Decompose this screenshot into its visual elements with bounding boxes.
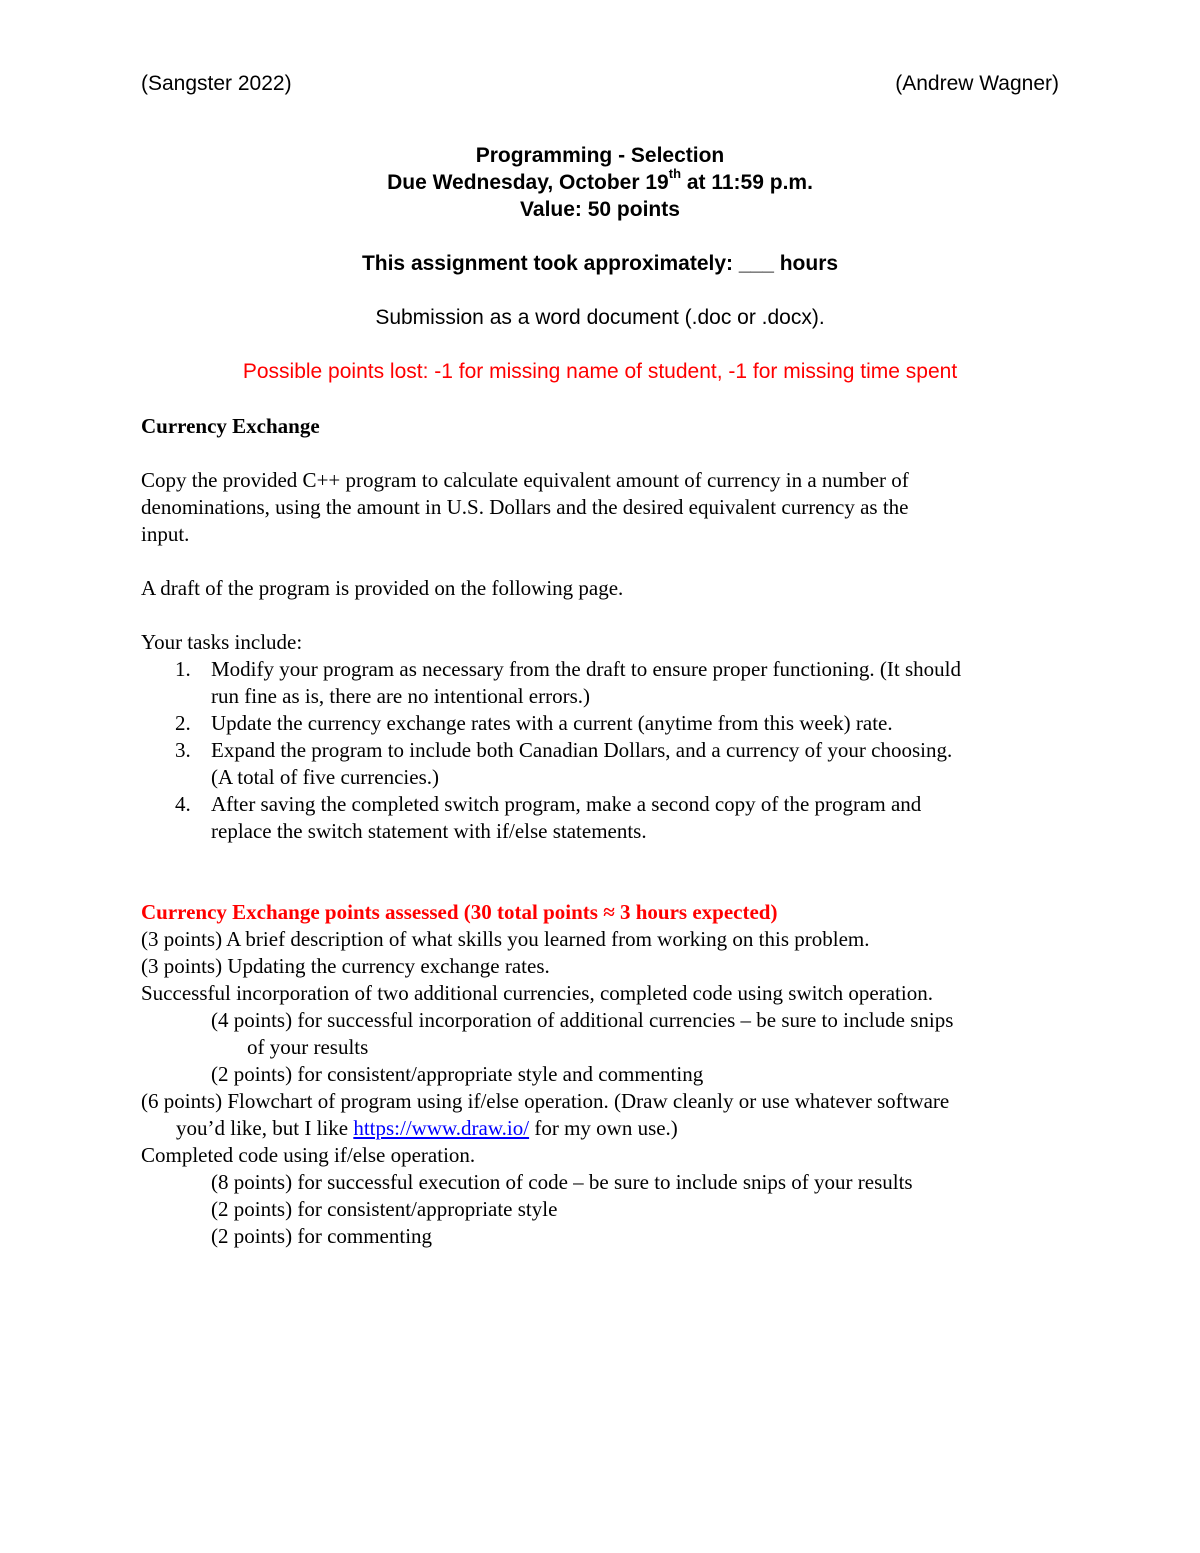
task-text: (A total of five currencies.) [211, 765, 439, 789]
title-block [0, 142, 1200, 223]
task-text: Modify your program as necessary from the draft to ensure proper functioning. (It should [211, 657, 961, 681]
page-header [141, 72, 1059, 100]
penalty-notice: Possible points lost: -1 for missing name of student, -1 for missing time spent [242, 360, 958, 383]
task-number: 2. [175, 711, 191, 735]
task-text: run fine as is, there are no intentional errors.) [211, 684, 591, 708]
task-number: 1. [175, 657, 191, 681]
assessment-item: (3 points) A brief description of what skills you learned from working on this problem. [141, 927, 870, 951]
tasks-intro: Your tasks include: [141, 630, 303, 654]
list-item [141, 710, 1059, 737]
assessment-subitem: (2 points) for commenting [211, 1224, 433, 1248]
due-date-suffix: at 11:59 p.m. [681, 171, 813, 194]
assessment-subitem-continued: of your results [247, 1035, 369, 1059]
assessment-heading: Currency Exchange points assessed (30 total points ≈ 3 hours expected) [141, 900, 778, 924]
author-name: (Andrew Wagner) [895, 72, 1059, 95]
task-text: After saving the completed switch program, make a second copy of the program and [211, 792, 922, 816]
task-text: Expand the program to include both Canadian Dollars, and a currency of your choosing. [211, 738, 953, 762]
task-text: Update the currency exchange rates with a current (anytime from this week) rate. [211, 711, 893, 735]
due-date-ordinal: th [668, 166, 682, 181]
intro-paragraph [141, 467, 1059, 548]
assessment-item: Completed code using if/else operation. [141, 1143, 476, 1167]
due-date [0, 166, 1200, 196]
task-number: 3. [175, 738, 191, 762]
assessment-subitem: (2 points) for consistent/appropriate style and commenting [211, 1062, 704, 1086]
assessment-subitem: (4 points) for successful incorporation of additional currencies – be sure to include snips [211, 1008, 954, 1032]
assessment-item: (6 points) Flowchart of program using if/else operation. (Draw cleanly or use whatever software [141, 1089, 950, 1113]
time-spent-line: This assignment took approximately: ___ hours [361, 252, 839, 275]
section-heading: Currency Exchange [141, 414, 320, 438]
task-number: 4. [175, 792, 191, 816]
assessment-item: (3 points) Updating the currency exchange rates. [141, 954, 550, 978]
assessment-item: Successful incorporation of two additional currencies, completed code using switch operation. [141, 981, 933, 1005]
assessment-subitem: (2 points) for consistent/appropriate style [211, 1197, 558, 1221]
list-item [141, 737, 1059, 791]
flowchart-text-end: for my own use.) [529, 1116, 678, 1140]
draw-io-link[interactable]: https://www.draw.io/ [353, 1116, 530, 1140]
task-list [141, 656, 1059, 845]
submission-format: Submission as a word document (.doc or .docx). [375, 306, 825, 329]
assignment-title: Programming - Selection [475, 144, 725, 167]
intro-line: input. [141, 522, 190, 546]
intro-line: Copy the provided C++ program to calculate equivalent amount of currency in a number of [141, 468, 909, 492]
assessment-subitem: (8 points) for successful execution of code – be sure to include snips of your results [211, 1170, 913, 1194]
assessment-item-continued [141, 1115, 1071, 1142]
due-date-prefix: Due Wednesday, October 19 [387, 171, 669, 194]
intro-line: denominations, using the amount in U.S. Dollars and the desired equivalent currency as the [141, 495, 909, 519]
assessment-section [141, 899, 1071, 1250]
list-item [141, 791, 1059, 845]
course-reference: (Sangster 2022) [141, 72, 292, 95]
draft-note: A draft of the program is provided on the following page. [141, 576, 624, 600]
flowchart-text: you’d like, but I like [176, 1116, 354, 1140]
assignment-value: Value: 50 points [520, 198, 680, 221]
list-item [141, 656, 1059, 710]
task-text: replace the switch statement with if/else statements. [211, 819, 647, 843]
